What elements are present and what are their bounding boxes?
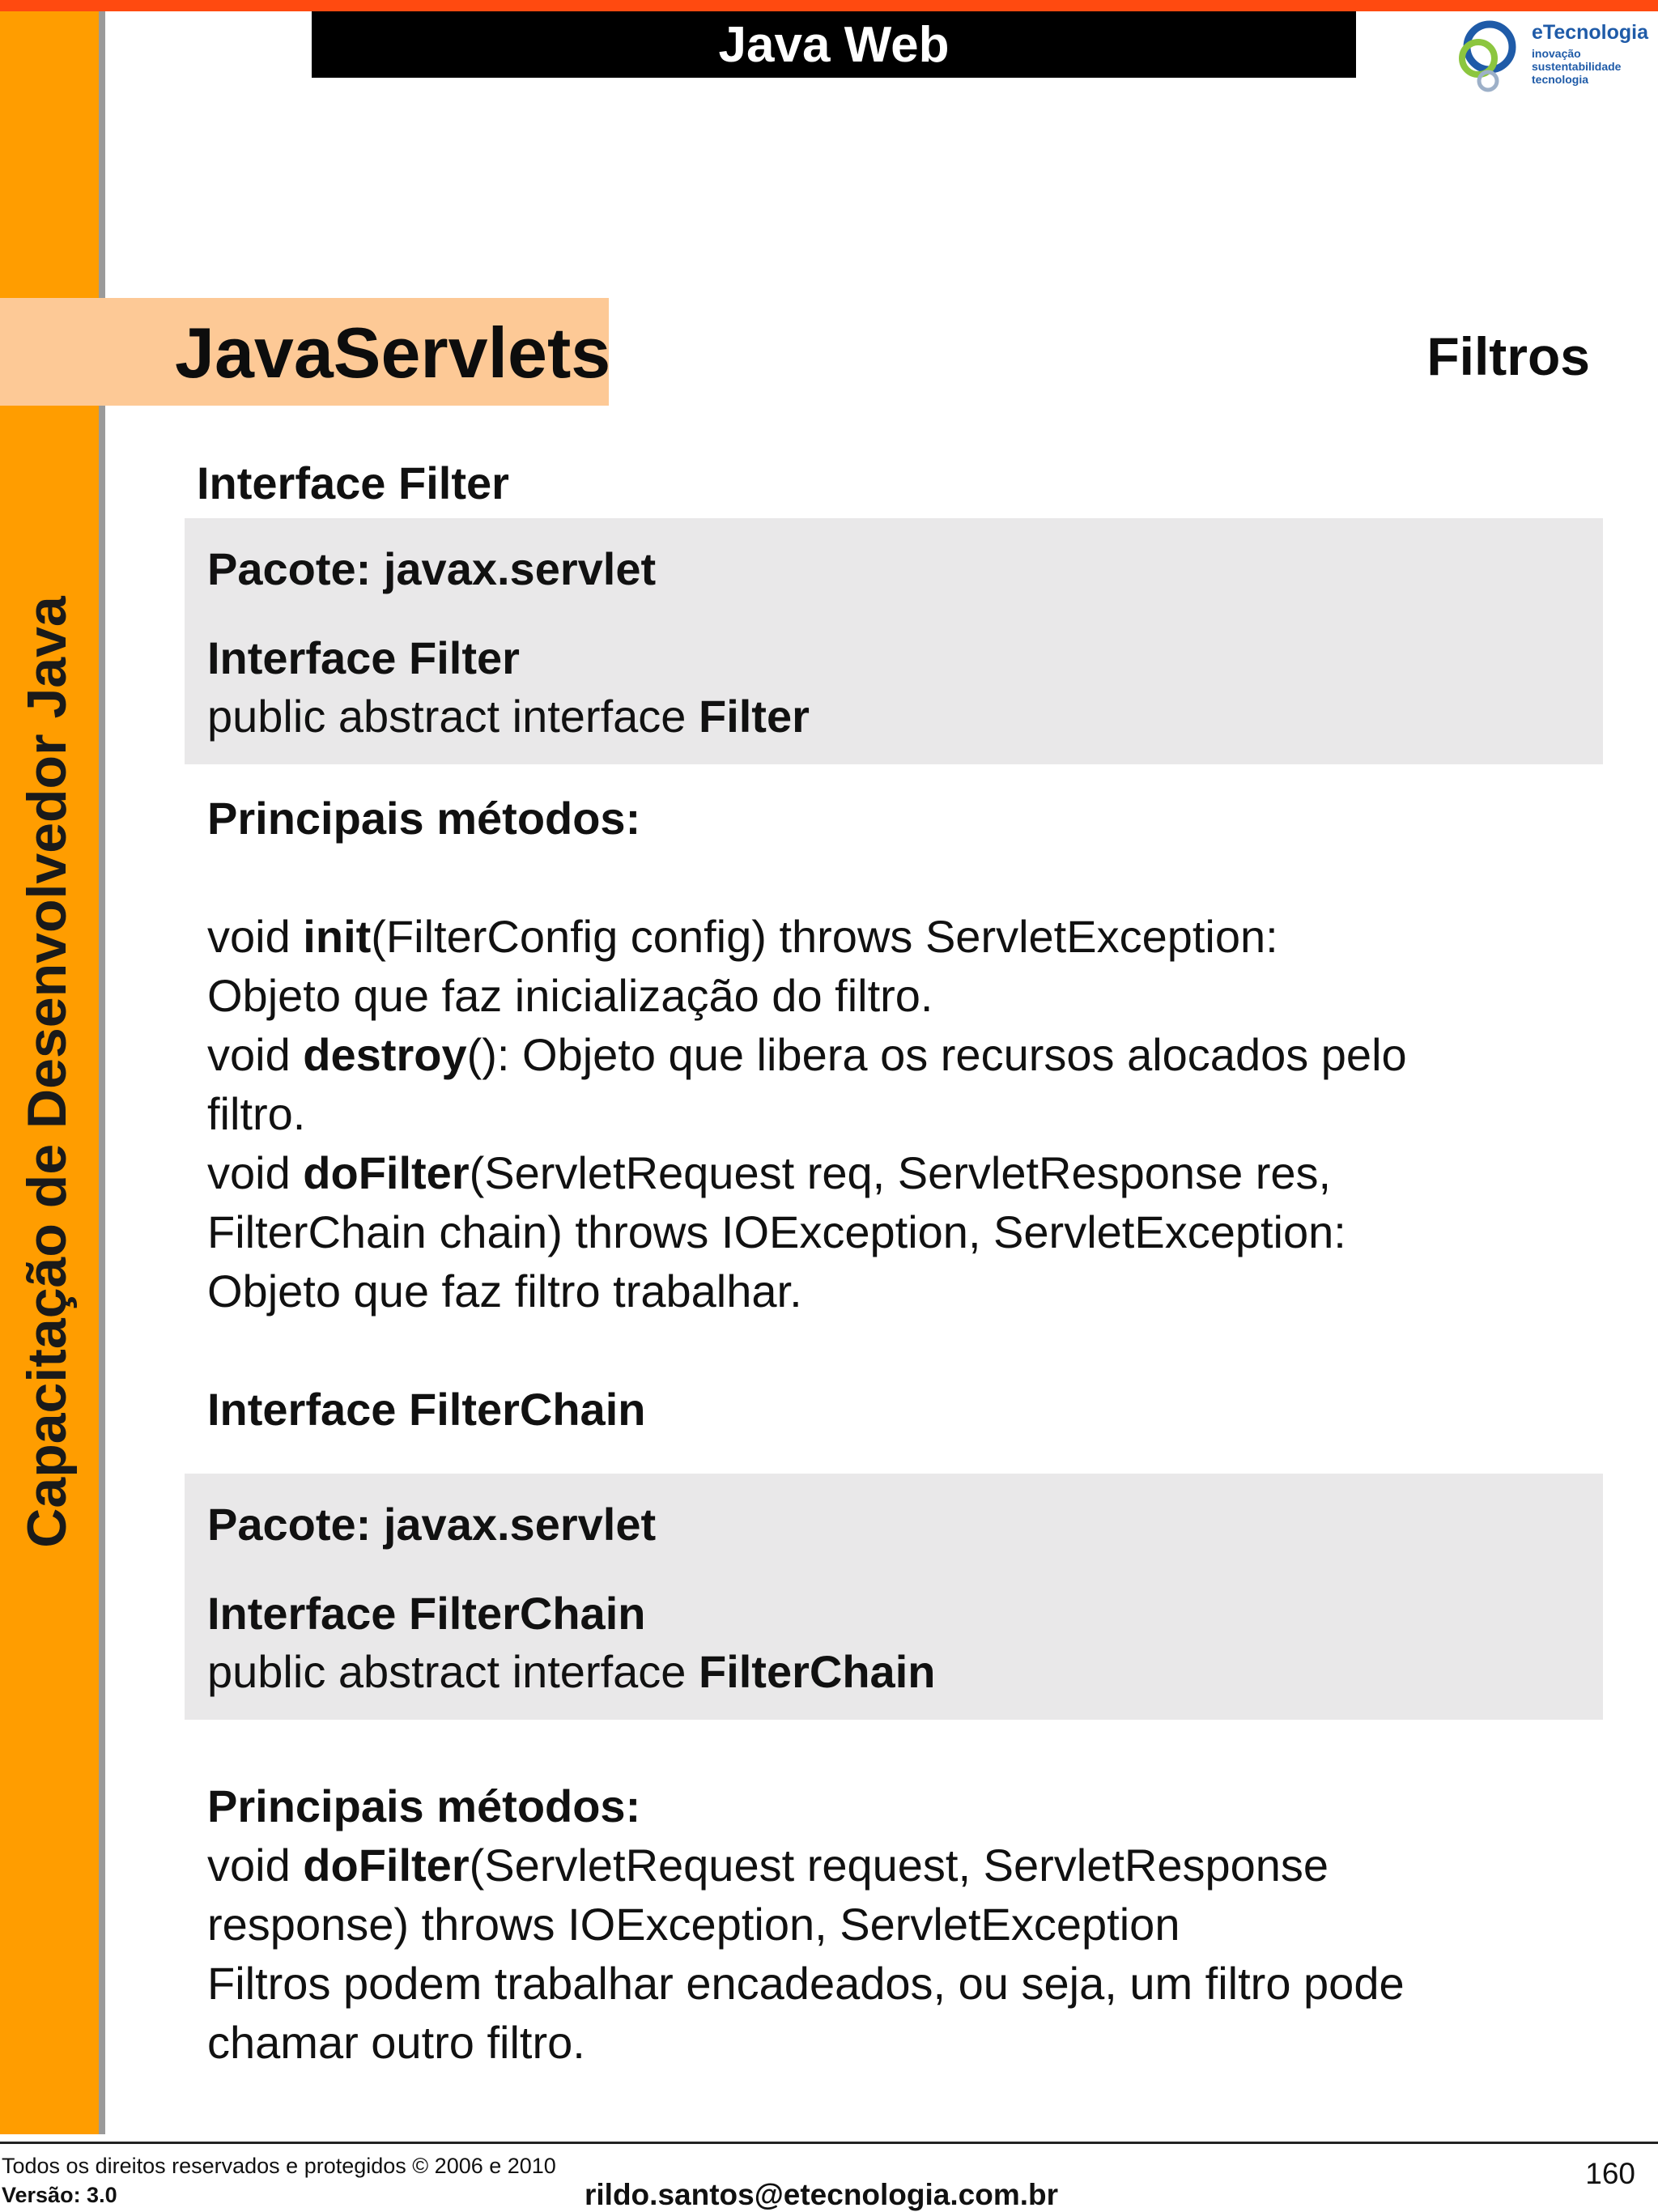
chain-note-line1: Filtros podem trabalhar encadeados, ou seja, um filtro pode bbox=[207, 1958, 1405, 2009]
dofilter-method bbox=[207, 1143, 1600, 1202]
section-title: JavaServlets bbox=[175, 313, 611, 393]
logo-rings-icon bbox=[1449, 16, 1530, 97]
declaration-name: Filter bbox=[698, 691, 810, 742]
filter-methods bbox=[207, 789, 1600, 1439]
dofilter-signature-line2: FilterChain chain) throws IOException, ServletException: bbox=[207, 1206, 1346, 1257]
method-prefix: void bbox=[207, 1029, 304, 1080]
filter-package: Pacote: javax.servlet bbox=[207, 543, 657, 594]
logo-tagline-3: tecnologia bbox=[1532, 73, 1589, 86]
filter-declaration bbox=[207, 690, 810, 742]
method-name: doFilter bbox=[303, 1147, 470, 1198]
chain-dofilter-method bbox=[207, 1836, 1600, 1895]
logo-tagline-2: sustentabilidade bbox=[1532, 60, 1622, 73]
method-signature: (ServletRequest request, ServletResponse bbox=[469, 1840, 1329, 1891]
method-signature: (FilterConfig config) throws ServletException: bbox=[371, 911, 1278, 962]
init-description: Objeto que faz inicialização do filtro. bbox=[207, 970, 933, 1021]
filter-interface-box bbox=[185, 518, 1603, 764]
header-title: Java Web bbox=[312, 11, 1356, 78]
footer-email: rildo.santos@etecnologia.com.br bbox=[585, 2178, 1059, 2211]
filter-interface-name: Interface Filter bbox=[207, 632, 520, 683]
side-label: Capacitação de Desenvolvedor Java bbox=[16, 596, 78, 1548]
method-name: destroy bbox=[303, 1029, 467, 1080]
logo-name: eTecnologia bbox=[1532, 21, 1649, 44]
chain-dofilter-signature-line2: response) throws IOException, ServletException bbox=[207, 1899, 1180, 1950]
method-name: init bbox=[303, 911, 372, 962]
etecnologia-logo bbox=[1449, 16, 1658, 97]
declaration-prefix: public abstract interface bbox=[207, 691, 699, 742]
filterchain-declaration bbox=[207, 1645, 935, 1698]
footer-version: Versão: 3.0 bbox=[2, 2183, 117, 2207]
footer-rights: Todos os direitos reservados e protegidos © 2006 e 2010 bbox=[2, 2154, 556, 2178]
init-method bbox=[207, 907, 1600, 966]
methods-heading: Principais métodos: bbox=[207, 1780, 641, 1831]
top-accent-bar bbox=[0, 0, 1658, 11]
filterchain-heading: Interface FilterChain bbox=[207, 1384, 646, 1435]
destroy-description: filtro. bbox=[207, 1088, 306, 1139]
method-signature: (): Objeto que libera os recursos alocados pelo bbox=[466, 1029, 1407, 1080]
destroy-method bbox=[207, 1025, 1600, 1084]
filterchain-interface-name: Interface FilterChain bbox=[207, 1588, 646, 1639]
methods-heading: Principais métodos: bbox=[207, 793, 641, 844]
filterchain-interface-box bbox=[185, 1474, 1603, 1720]
chain-note-line2: chamar outro filtro. bbox=[207, 2017, 585, 2068]
declaration-prefix: public abstract interface bbox=[207, 1646, 699, 1697]
method-signature: (ServletRequest req, ServletResponse res, bbox=[469, 1147, 1332, 1198]
method-prefix: void bbox=[207, 1147, 304, 1198]
logo-tagline-1: inovação bbox=[1532, 47, 1581, 60]
page-number: 160 bbox=[1585, 2157, 1635, 2190]
filter-interface-heading: Interface Filter bbox=[197, 457, 509, 508]
method-name: doFilter bbox=[303, 1840, 470, 1891]
topic-title: Filtros bbox=[1426, 326, 1590, 386]
method-prefix: void bbox=[207, 911, 304, 962]
dofilter-description: Objeto que faz filtro trabalhar. bbox=[207, 1266, 802, 1317]
method-prefix: void bbox=[207, 1840, 304, 1891]
declaration-name: FilterChain bbox=[698, 1646, 936, 1697]
filterchain-methods bbox=[207, 1776, 1600, 2072]
filterchain-package: Pacote: javax.servlet bbox=[207, 1499, 657, 1550]
footer-divider bbox=[0, 2142, 1658, 2144]
